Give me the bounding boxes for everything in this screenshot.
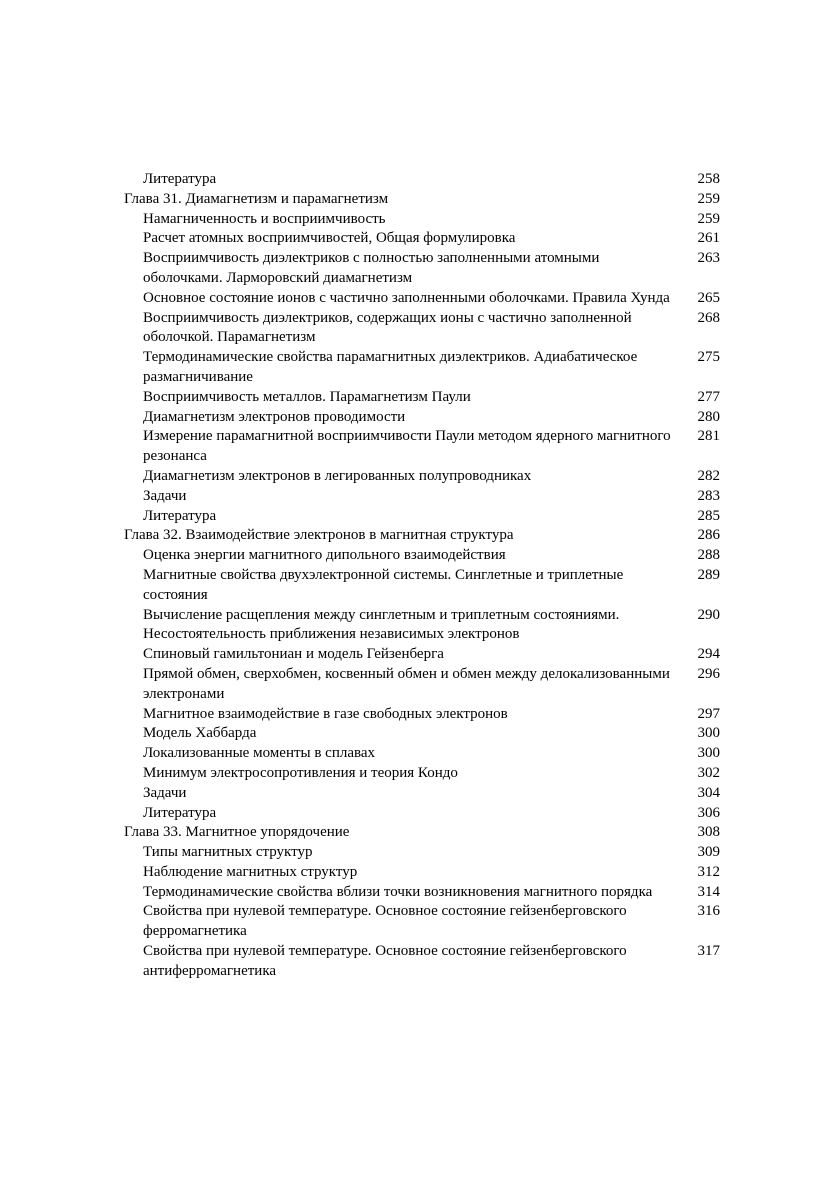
table-of-contents (124, 170, 724, 982)
toc-entry-page: 259 (697, 210, 720, 227)
toc-entry-title: Свойства при нулевой температуре. Основное состояние гейзенберговского антиферромагнетика (143, 943, 627, 979)
toc-entry-title: Расчет атомных восприимчивостей, Общая формулировка (143, 230, 516, 247)
toc-entry-page: 309 (697, 844, 720, 861)
toc-entry-title: Задачи (143, 487, 187, 504)
toc-entry-title: Восприимчивость металлов. Парамагнетизм Паули (143, 388, 471, 405)
toc-section-entry (124, 467, 724, 487)
toc-entry-page: 282 (697, 467, 720, 484)
toc-section-entry (124, 843, 724, 863)
toc-section-entry (124, 249, 724, 289)
toc-section-entry (124, 645, 724, 665)
toc-entry-title: Диамагнетизм электронов проводимости (143, 408, 406, 425)
toc-chapter-entry (124, 526, 724, 546)
toc-entry-page: 268 (697, 309, 720, 326)
toc-entry-page: 258 (697, 171, 720, 187)
toc-entry-title: Наблюдение магнитных структур (143, 863, 358, 880)
toc-entry-title: Термодинамические свойства вблизи точки возникновения магнитного порядка (143, 883, 653, 900)
toc-section-entry (124, 566, 724, 606)
toc-entry-title: Глава 31. Диамагнетизм и парамагнетизм (124, 190, 389, 207)
toc-entry-title: Оценка энергии магнитного дипольного взаимодействия (143, 547, 506, 564)
toc-entry-page: 312 (697, 863, 720, 880)
toc-entry-title: Диамагнетизм электронов в легированных полупроводниках (143, 467, 532, 484)
toc-entry-title: Восприимчивость диэлектриков, содержащих ионы с частично заполненной оболочкой. Парамагнетизм (143, 309, 632, 346)
toc-entry-title: Локализованные моменты в сплавах (143, 745, 376, 762)
toc-section-entry (124, 606, 724, 646)
toc-section-entry (124, 764, 724, 784)
toc-entry-page: 263 (697, 250, 720, 267)
toc-entry-page: 297 (697, 705, 720, 722)
toc-entry-page: 302 (697, 764, 720, 781)
toc-entry-title: Магнитное взаимодействие в газе свободных электронов (143, 705, 508, 722)
toc-entry-page: 304 (697, 784, 720, 801)
toc-chapter-entry (124, 823, 724, 843)
toc-entry-title: Спиновый гамильтониан и модель Гейзенберга (143, 646, 444, 663)
toc-entry-page: 288 (697, 547, 720, 564)
toc-entry-page: 285 (697, 507, 720, 524)
toc-entry-title: Восприимчивость диэлектриков с полностью заполненными атомными оболочками. Ларморовский диамагнетизм (143, 250, 600, 286)
toc-section-entry (124, 487, 724, 507)
toc-section-entry (124, 942, 724, 982)
toc-entry-page: 290 (697, 606, 720, 623)
toc-entry-page: 294 (697, 646, 720, 663)
toc-entry-title: Литература (143, 171, 217, 187)
toc-entry-page: 261 (697, 230, 720, 247)
toc-section-entry (124, 665, 724, 705)
toc-entry-title: Измерение парамагнитной восприимчивости Паули методом ядерного магнитного резонанса (143, 428, 671, 465)
toc-section-entry (124, 309, 724, 349)
toc-section-entry (124, 408, 724, 428)
toc-section-entry (124, 883, 724, 903)
toc-section-entry (124, 210, 724, 230)
toc-entry-page: 300 (697, 745, 720, 762)
toc-section-entry (124, 784, 724, 804)
toc-entry-page: 317 (697, 943, 720, 960)
toc-entry-title: Основное состояние ионов с частично заполненными оболочками. Правила Хунда (143, 289, 670, 306)
toc-section-entry (124, 804, 724, 824)
toc-section-entry (124, 388, 724, 408)
toc-section-entry (124, 289, 724, 309)
toc-section-entry (124, 902, 724, 942)
toc-entry-page: 286 (697, 527, 720, 544)
toc-entry-page: 306 (697, 804, 720, 821)
toc-chapter-entry (124, 190, 724, 210)
toc-entry-title: Задачи (143, 784, 187, 801)
toc-section-entry (124, 546, 724, 566)
toc-entry-title: Намагниченность и восприимчивость (143, 210, 386, 227)
toc-section-entry (124, 170, 724, 190)
toc-entry-page: 280 (697, 408, 720, 425)
toc-entry-title: Литература (143, 804, 217, 821)
toc-entry-title: Магнитные свойства двухэлектронной системы. Синглетные и триплетные состояния (143, 566, 624, 603)
toc-entry-page: 300 (697, 725, 720, 742)
toc-section-entry (124, 744, 724, 764)
toc-entry-page: 296 (697, 665, 720, 682)
toc-entry-title: Литература (143, 507, 217, 524)
toc-entry-title: Свойства при нулевой температуре. Основное состояние гейзенберговского ферромагнетика (143, 903, 627, 940)
toc-entry-page: 281 (697, 428, 720, 445)
toc-section-entry (124, 229, 724, 249)
toc-section-entry (124, 427, 724, 467)
toc-entry-page: 283 (697, 487, 720, 504)
toc-section-entry (124, 348, 724, 388)
toc-entry-page: 259 (697, 190, 720, 207)
toc-entry-page: 277 (697, 388, 720, 405)
toc-entry-page: 275 (697, 349, 720, 366)
toc-entry-page: 308 (697, 824, 720, 841)
toc-entry-title: Глава 33. Магнитное упорядочение (124, 824, 350, 841)
toc-section-entry (124, 724, 724, 744)
toc-entry-page: 265 (697, 289, 720, 306)
toc-entry-title: Глава 32. Взаимодействие электронов в магнитная структура (124, 527, 514, 544)
toc-entry-title: Минимум электросопротивления и теория Кондо (143, 764, 458, 781)
toc-section-entry (124, 863, 724, 883)
toc-entry-page: 289 (697, 566, 720, 583)
toc-entry-title: Модель Хаббарда (143, 725, 257, 742)
toc-entry-title: Термодинамические свойства парамагнитных диэлектриков. Адиабатическое размагничивание (143, 349, 638, 385)
toc-entry-title: Прямой обмен, сверхобмен, косвенный обмен и обмен между делокализованными электронами (143, 665, 670, 702)
toc-entry-page: 316 (697, 903, 720, 920)
toc-entry-page: 314 (697, 883, 720, 900)
toc-section-entry (124, 507, 724, 527)
toc-entry-title: Вычисление расщепления между синглетным и триплетным состояниями. Несостоятельность приближения независимых электронов (143, 606, 620, 643)
toc-entry-title: Типы магнитных структур (143, 844, 313, 861)
toc-section-entry (124, 705, 724, 725)
